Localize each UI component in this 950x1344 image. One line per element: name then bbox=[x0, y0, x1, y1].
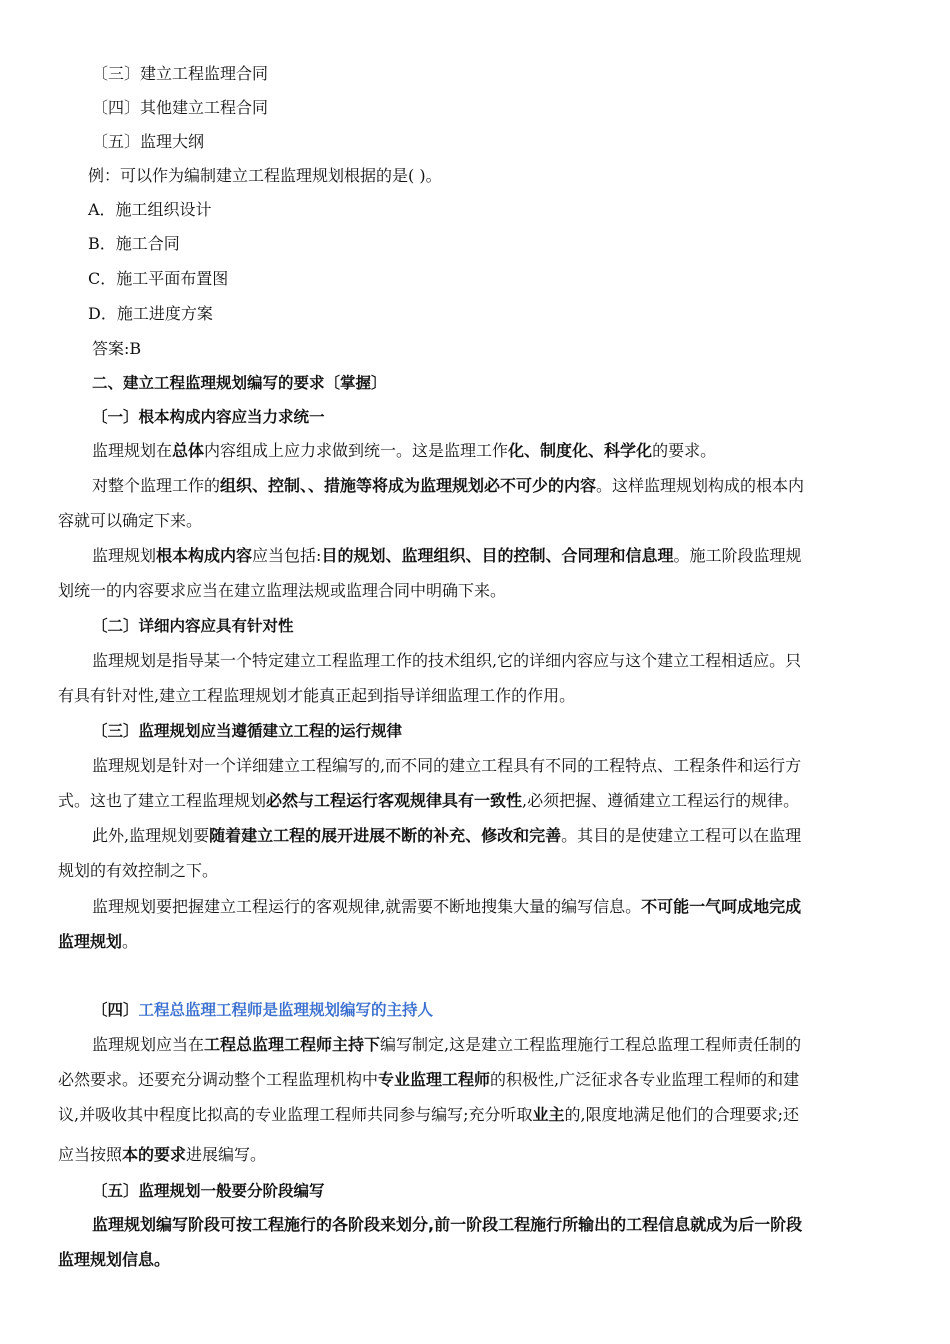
paragraph-line: 监理规划应当在工程总监理工程师主持下编写制定,这是建立工程监理施行工程总监理工程师责任制的 bbox=[92, 1035, 802, 1054]
paragraph-line: 议,并吸收其中程度比拟高的专业监理工程师共同参与编写;充分听取业主的,限度地满足他们的合理要求;还 bbox=[58, 1105, 799, 1124]
list-item: 〔四〕其他建立工程合同 bbox=[92, 98, 269, 117]
paragraph-line: 对整个监理工作的组织、控制、、措施等将成为监理规划必不可少的内容。这样监理规划构成的根本内 bbox=[92, 476, 805, 495]
paragraph-line: 监理规划根本构成内容应当包括:目的规划、监理组织、目的控制、合同理和信息理。施工阶段监理规 bbox=[92, 546, 802, 565]
paragraph-line: 规划的有效控制之下。 bbox=[58, 861, 219, 880]
paragraph-line: 监理规划。 bbox=[58, 932, 139, 951]
paragraph-line: 应当按照本的要求进展编写。 bbox=[58, 1145, 267, 1164]
paragraph-line: 监理规划是针对一个详细建立工程编写的,而不同的建立工程具有不同的工程特点、工程条件和运行方 bbox=[92, 756, 802, 775]
option-a: A．施工组织设计 bbox=[88, 200, 212, 219]
option-d: D．施工进度方案 bbox=[88, 304, 213, 323]
paragraph-line: 监理规划在总体内容组成上应力求做到统一。这是监理工作化、制度化、科学化的要求。 bbox=[92, 441, 717, 460]
paragraph-line: 监理规划编写阶段可按工程施行的各阶段来划分,前一阶段工程施行所输出的工程信息就成为后一阶段 bbox=[92, 1215, 803, 1234]
paragraph-line: 监理规划是指导某一个特定建立工程监理工作的技术组织,它的详细内容应与这个建立工程相适应。只 bbox=[92, 651, 802, 670]
subsection-title-3: 〔三〕监理规划应当遵循建立工程的运行规律 bbox=[92, 722, 403, 740]
paragraph-line: 必然要求。还要充分调动整个工程监理机构中专业监理工程师的积极性,广泛征求各专业监理工程师的和建 bbox=[58, 1070, 800, 1089]
paragraph-line: 此外,监理规划要随着建立工程的展开进展不断的补充、修改和完善。其目的是使建立工程可以在监理 bbox=[92, 826, 802, 845]
option-c: C．施工平面布置图 bbox=[88, 269, 229, 288]
paragraph-line: 容就可以确定下来。 bbox=[58, 511, 203, 530]
paragraph-line: 有具有针对性,建立工程监理规划才能真正起到指导详细监理工作的作用。 bbox=[58, 686, 576, 705]
list-item: 〔三〕建立工程监理合同 bbox=[92, 64, 269, 83]
paragraph-line: 划统一的内容要求应当在建立监理法规或监理合同中明确下来。 bbox=[58, 581, 507, 600]
paragraph-line: 式。这也了建立工程监理规划必然与工程运行客观规律具有一致性,必须把握、遵循建立工程运行的规律。 bbox=[58, 791, 800, 810]
answer: 答案:B bbox=[92, 339, 142, 358]
subsection-title-2: 〔二〕详细内容应具有针对性 bbox=[92, 617, 294, 635]
subsection-title-5: 〔五〕监理规划一般要分阶段编写 bbox=[92, 1182, 325, 1200]
section-title: 二、建立工程监理规划编写的要求〔掌握〕 bbox=[92, 374, 387, 392]
subsection-title-1: 〔一〕根本构成内容应当力求统一 bbox=[92, 408, 325, 426]
list-item: 〔五〕监理大纲 bbox=[92, 132, 205, 151]
subsection-title-4: 〔四〕工程总监理工程师是监理规划编写的主持人 bbox=[92, 1001, 434, 1019]
paragraph-line: 监理规划信息。 bbox=[58, 1250, 171, 1269]
example-question: 例：可以作为编制建立工程监理规划根据的是( )。 bbox=[88, 166, 442, 185]
paragraph-line: 监理规划要把握建立工程运行的客观规律,就需要不断地搜集大量的编写信息。不可能一气呵成地完成 bbox=[92, 897, 802, 916]
option-b: B．施工合同 bbox=[88, 234, 180, 253]
